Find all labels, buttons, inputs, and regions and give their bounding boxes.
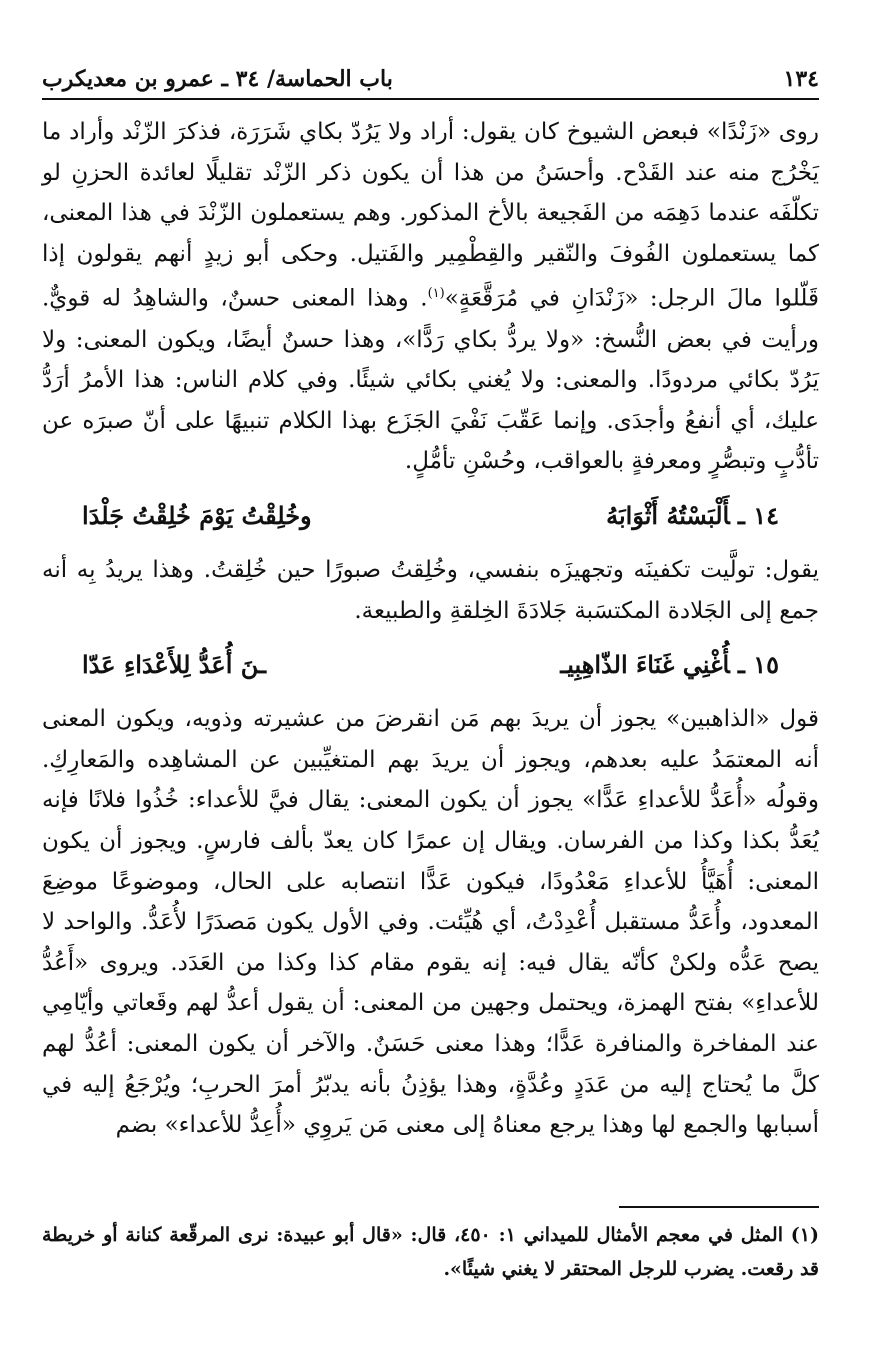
main-text — [42, 112, 819, 1146]
verse-second-half: وخُلِقْتُ يَوْمَ خُلِقْتُ جَلْدَا — [82, 501, 312, 530]
verse-second-half: ـنَ أُعَدُّ لِلأَعْدَاءِ عَدّا — [82, 650, 267, 680]
paragraph: روى «زَنْدًا» فبعض الشيوخ كان يقول: أراد ولا يَرُدّ بكاي شَرَرَة، فذكرَ الزّنْد وأراد ما يَخْرُج منه عند القَدْح. وأحسَنُ من هذا أن يكون ذكر الزّنْد تقليلًا لعائدة الحزنِ لو تكلّفَه عندما دَهِمَه من الفَجيعة بالأخ المذكور. وهم يستعملون الزّنْدَ في هذا المعنى، كما يستعملون الفُوفَ والنّقير والقِطْمِير والفَتيل. وحكى أبو زيدٍ أنهم يقولون إذا قَلّلوا مالَ الرجل: «زَنْدَانِ في مُرَقَّعَةٍ»$^{(١)}$. وهذا المعنى حسنٌ، والشاهِدُ له قويٌّ. ورأيت في بعض النُّسخ: «ولا يردُّ بكاي رَدًّا»، وهذا حسنٌ أيضًا، ويكون المعنى: ولا يَرُدّ بكائي مردودًا. والمعنى: ولا يُغني بكائي شيئًا. وفي كلام الناس: هذا الأمرُ أرَدُّ عليك، أي أنفعُ وأجدَى. وإنما عَقّبَ نَفْيَ الجَزَع بهذا الكلام تنبيهًا على أنّ صبرَه عن تأدُّبٍ وتبصُّرٍ ومعرفةٍ بالعواقب، وحُسْنِ تأمُّلٍ. — [42, 119, 820, 475]
footnote: (١) المثل في معجم الأمثال للميداني ١: ٤٥٠، قال: «قال أبو عبيدة: نرى المرقّعة كنانة أو خريطة قد رقعت. يضرب للرجل المحتقر لا يغني شيئًا». — [42, 1224, 819, 1280]
verse-hemistich: أُغْنِي غَنَاءَ الذّاهِبِيـ — [560, 650, 730, 680]
verse-15 — [42, 645, 819, 685]
verse-14 — [42, 496, 819, 536]
paragraph-part: وهذا المعنى حسنٌ، والشاهِدُ له قويٌّ. ورأيت في بعض النُّسخ: «ولا يردُّ بكاي رَدًّا»، وهذا حسنٌ أيضًا، ويكون المعنى: ولا يَرُدّ بكائي مردودًا. والمعنى: ولا يُغني بكائي شيئًا. وفي كلام الناس: هذا الأمرُ أرَدُّ عليك، أي أنفعُ وأجدَى. وإنما عَقّبَ نَفْيَ الجَزَع بهذا الكلام تنبيهًا على أنّ صبرَه عن تأدُّبٍ وتبصُّرٍ ومعرفةٍ بالعواقب، وحُسْنِ تأمُّلٍ. — [42, 286, 819, 475]
footnote-divider — [619, 1206, 819, 1208]
commentary-14: يقول: تولَّيت تكفينَه وتجهيزَه بنفسي، وخُلِقتُ صبورًا حين خُلِقتُ. وهذا يريدُ بِه أنه جمع إلى الجَلادة المكتسَبة جَلادَةَ الخِلقةِ والطبيعة. — [42, 557, 819, 624]
page-number: ١٣٤ — [783, 66, 819, 92]
verse-first-half — [606, 496, 779, 536]
verse-hemistich: أَلْبَسْتُهُ أَثْوَابَهُ — [606, 501, 730, 530]
section-title: باب الحماسة/ ٣٤ ـ عمرو بن معديكرب — [42, 66, 393, 92]
footnote-marker: (١) — [427, 286, 445, 302]
verse-number: ١٤ ـ — [737, 501, 779, 530]
verse-first-half — [560, 645, 779, 685]
verse-number: ١٥ ـ — [737, 650, 779, 680]
commentary-15: قول «الذاهبين» يجوز أن يريدَ بهم مَن انقرضَ من عشيرته وذويه، ويكون المعنى أنه المعتمَدُ عليه بعدهم، ويجوز أن يريدَ بهم المتغيِّبين عن المشاهِده والمَعارِكِ. وقولُه «أُعَدُّ للأعداءِ عَدًّا» يجوز أن يكون المعنى: يقال فيَّ للأعداء: خُذُوا فلانًا فإنه يُعَدُّ بكذا وكذا من الفرسان. ويقال إن عمرًا كان يعدّ بألف فارسٍ. ويجوز أن يكون المعنى: أُهَيَّأُ للأعداءِ مَعْدُودًا، فيكون عَدًّا انتصابه على الحال، وموضوعًا موضِعَ المعدود، وأُعَدُّ مستقبل أُعْدِدْتُ، أي هُيِّئت. وفي الأول يكون مَصدَرًا لأُعَدُّ. والواحد لا يصح عَدُّه ولكنْ كأنّه يقال فيه: إنه يقوم مقام كذا وكذا من العَدَد. ويروى «أَعُدُّ للأعداءِ» بفتح الهمزة، ويحتمل وجهين من المعنى: أن يقول أعدُّ لهم وقَعاتي وأيّامِي عند المفاخرة والمنافرة عَدًّا؛ وهذا معنى حَسَنٌ. والآخر أن يكون المعنى: أعُدُّ لهم كلَّ ما يُحتاج إليه من عَدَدٍ وعُدَّةٍ، وهذا يؤذِنُ بأنه يدبّرُ أمرَ الحربِ؛ ويُرْجَعُ إليه في أسبابها والجمع لها وهذا يرجع معناهُ إلى معنى مَن يَروِي «أُعِدُّ للأعداء» بضم — [42, 706, 819, 1139]
paragraph-part: روى «زَنْدًا» فبعض الشيوخ كان يقول: أراد ولا يَرُدّ بكاي شَرَرَة، فذكرَ الزّنْد وأراد ما يَخْرُج منه عند القَدْح. وأحسَنُ من هذا أن يكون ذكر الزّنْد تقليلًا لعائدة الحزنِ لو تكلّفَه عندما دَهِمَه من الفَجيعة بالأخ المذكور. وهم يستعملون الزّنْدَ في هذا المعنى، كما يستعملون الفُوفَ والنّقير والقِطْمِير والفَتيل. وحكى أبو زيدٍ أنهم يقولون إذا قَلّلوا مالَ الرجل: «زَنْدَانِ في مُرَقَّعَةٍ» — [42, 119, 820, 313]
page-header — [42, 60, 819, 100]
